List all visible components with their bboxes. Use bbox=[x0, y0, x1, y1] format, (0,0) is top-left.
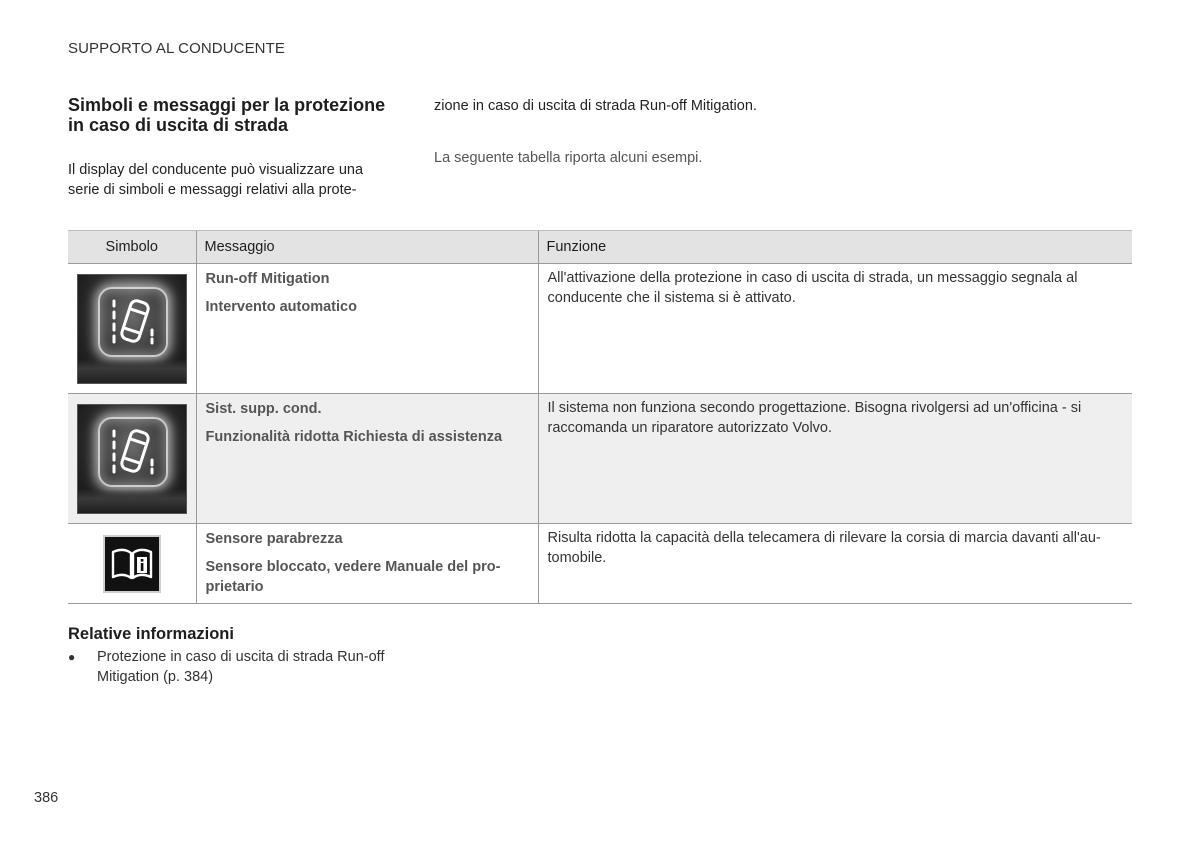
message-title: Sensore parabrezza bbox=[205, 531, 343, 547]
function-cell bbox=[538, 264, 1132, 394]
page-title: Simboli e messaggi per la protezione in caso di uscita di strada bbox=[68, 95, 386, 135]
function-cell bbox=[538, 524, 1132, 604]
lane-departure-icon bbox=[77, 404, 187, 514]
symbol-cell bbox=[68, 524, 196, 604]
table-header-row bbox=[68, 231, 1132, 264]
function-text: Risulta ridotta la capacità della telecamera di rilevare la corsia di marcia davanti all'au-tomobile. bbox=[547, 530, 1101, 566]
related-info-list bbox=[68, 647, 428, 687]
message-title: Run-off Mitigation bbox=[205, 271, 330, 287]
manual-info-icon bbox=[103, 535, 161, 593]
related-info-title: Relative informazioni bbox=[68, 625, 234, 643]
symbol-cell bbox=[68, 264, 196, 394]
function-cell bbox=[538, 394, 1132, 524]
related-link[interactable]: Protezione in caso di uscita di strada Run-off Mitigation (p. 384) bbox=[97, 649, 385, 685]
message-title: Sist. supp. cond. bbox=[205, 401, 322, 417]
table-row bbox=[68, 394, 1132, 524]
message-cell bbox=[196, 394, 538, 524]
message-subtitle: Sensore bloccato, vedere Manuale del pro-prietario bbox=[205, 559, 501, 595]
symbol-cell bbox=[68, 394, 196, 524]
message-subtitle: Funzionalità ridotta Richiesta di assistenza bbox=[205, 429, 503, 445]
messages-table bbox=[68, 230, 1132, 604]
list-item bbox=[68, 647, 428, 687]
message-cell bbox=[196, 264, 538, 394]
message-subtitle: Intervento automatico bbox=[205, 299, 357, 315]
header-message: Messaggio bbox=[196, 231, 538, 264]
page-number: 386 bbox=[34, 790, 59, 806]
intro-note: La seguente tabella riporta alcuni esempi. bbox=[434, 150, 703, 166]
function-text: Il sistema non funziona secondo progettazione. Bisogna rivolgersi ad un'officina - si raccomanda un riparatore autorizzato Volvo. bbox=[547, 400, 1082, 436]
intro-text-col1: Il display del conducente può visualizzare una serie di simboli e messaggi relativi alla prote- bbox=[68, 162, 364, 198]
bullet-icon: ● bbox=[68, 650, 76, 664]
message-cell bbox=[196, 524, 538, 604]
table-row bbox=[68, 264, 1132, 394]
header-function: Funzione bbox=[538, 231, 1132, 264]
function-text: All'attivazione della protezione in caso di uscita di strada, un messaggio segnala al conducente che il sistema si è attivato. bbox=[547, 270, 1078, 306]
lane-departure-icon bbox=[77, 274, 187, 384]
header-symbol: Simbolo bbox=[68, 231, 196, 264]
section-header: SUPPORTO AL CONDUCENTE bbox=[68, 40, 285, 57]
table-row bbox=[68, 524, 1132, 604]
intro-text-col2: zione in caso di uscita di strada Run-off Mitigation. bbox=[434, 98, 757, 114]
